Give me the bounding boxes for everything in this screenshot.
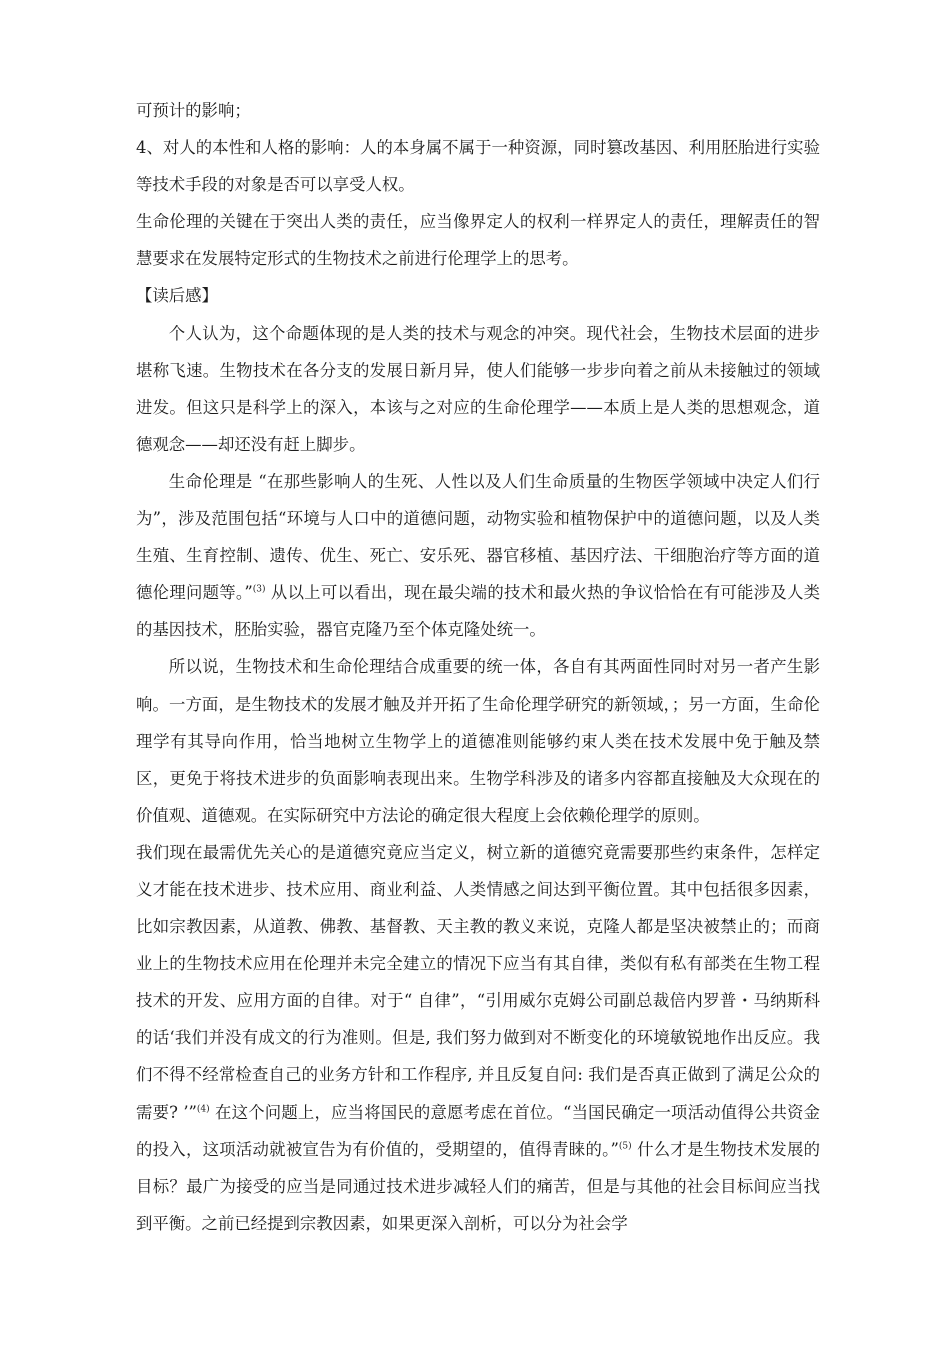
paragraph-unity: 所以说，生物技术和生命伦理结合成重要的统一体，各自有其两面性同时对另一者产生影响。一方面，是生物技术的发展才触及并开拓了生命伦理学研究的新领域，；另一方面，生命伦理学有其导向作用，恰当地树立生物学上的道德准则能够约束人类在技术发展中免于触及禁区，更免于将技术进步的负面影响表现出来。生物学科涉及的诸多内容都直接触及大众现在的价值观、道德观。在实际研究中方法论的确定很大程度上会依赖伦理学的原则。 bbox=[136, 657, 820, 825]
paragraph-morality-text: 我们现在最需优先关心的是道德究竟应当定义，树立新的道德究竟需要那些约束条件，怎样定义才能在技术进步、技术应用、商业利益、人类情感之间达到平衡位置。其中包括很多因素，比如宗教因素，从道教、佛教、基督教、天主教的教义来说，克隆人都是坚决被禁止的；而商业上的生物技术应用在伦理并未完全建立的情况下应当有其自律，类似有私有部类在生物工程技术的开发、应用方面的自律。对于“ 自律”，“引用威尔克姆公司副总裁倍内罗普・马纳斯科的话‘我们并没有成文的行为准则。但是, 我们努力做到对不断变化的环境敏锐地作出反应。我们不得不经常检查自己的业务方针和工作程序, 并且反复自问: 我们是否真正做到了满足公众的需要? ’” bbox=[136, 842, 820, 1122]
paragraph-opinion: 个人认为，这个命题体现的是人类的技术与观念的冲突。现代社会，生物技术层面的进步堪称飞速。生物技术在各分支的发展日新月异，使人们能够一步步向着之前从未接触过的领域进发。但这只是科学上的深入，本该与之对应的生命伦理学——本质上是人类的思想观念，道德观念——却还没有赶上脚步。 bbox=[136, 323, 820, 454]
paragraph-morality-middle: 在这个问题上，应当将国民的意愿考虑在首位。“当国民确定一项活动值得公共资金的投入，这项活动就被宣告为有价值的，受期望的，值得青睐的。” bbox=[136, 1102, 820, 1159]
section-heading: 【读后感】 bbox=[136, 286, 218, 306]
document-body bbox=[136, 92, 820, 1242]
paragraph-definition-text: 生命伦理是 “在那些影响人的生死、人性以及人们生命质量的生物医学领域中决定人们行为”，涉及范围包括“环境与人口中的道德问题，动物实验和植物保护中的道德问题，以及人类生殖、生育控制、遗传、优生、死亡、安乐死、器官移植、基因疗法、干细胞治疗等方面的道德伦理问题等。” bbox=[136, 471, 820, 603]
citation-ref-4: (4) bbox=[196, 1104, 210, 1115]
paragraph-definition-tail: 从以上可以看出，现在最尖端的技术和最火热的争议恰恰在有可能涉及人类的基因技术，胚胎实验，器官克隆乃至个体克隆处统一。 bbox=[136, 583, 820, 640]
paragraph-responsibility: 生命伦理的关键在于突出人类的责任，应当像界定人的权利一样界定人的责任，理解责任的智慧要求在发展特定形式的生物技术之前进行伦理学上的思考。 bbox=[136, 212, 820, 269]
paragraph-morality bbox=[136, 834, 820, 1242]
citation-ref-5: (5) bbox=[618, 1141, 632, 1152]
paragraph-definition bbox=[136, 463, 820, 648]
paragraph-morality-tail: 什么才是生物技术发展的目标？最广为接受的应当是同通过技术进步减轻人们的痛苦，但是与其他的社会目标间应当找到平衡。之前已经提到宗教因素，如果更深入剖析，可以分为社会学 bbox=[136, 1139, 820, 1233]
paragraph-item-4: 4、对人的本性和人格的影响：人的本身属不属于一种资源，同时篡改基因、利用胚胎进行实验等技术手段的对象是否可以享受人权。 bbox=[136, 138, 820, 195]
paragraph-continuation: 可预计的影响； bbox=[136, 101, 251, 120]
citation-ref-3: (3) bbox=[252, 584, 266, 595]
